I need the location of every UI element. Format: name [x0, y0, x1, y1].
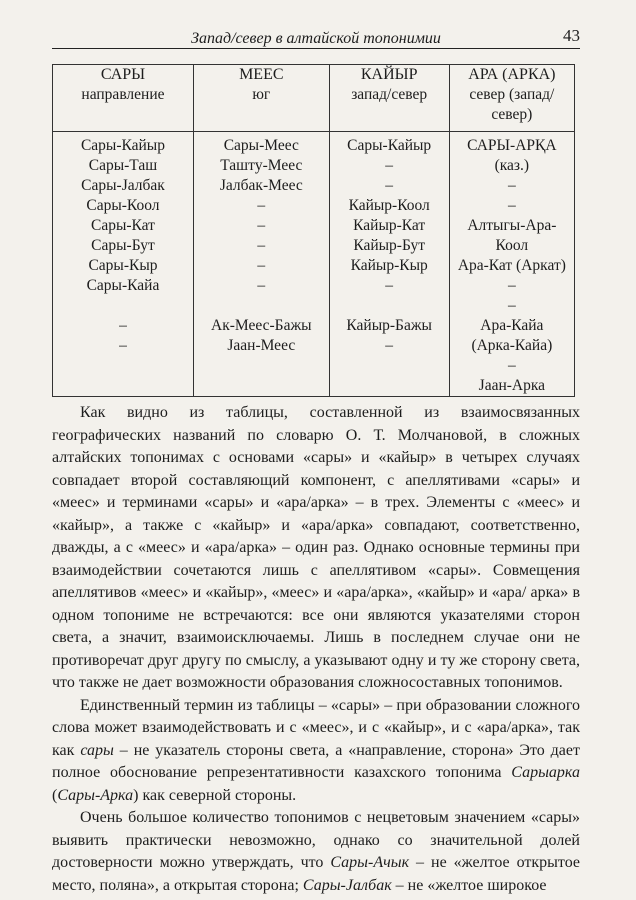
table-cell: САРЫ-АРҚА	[467, 137, 557, 154]
table-cell: Сары-Кайа	[86, 277, 160, 294]
paragraph	[52, 807, 580, 897]
text-run: Как видно из таблицы, составленной из взаимосвязанных географических названий по словарю О. Т. Молчановой, в сложных алтайских топонимах с основами «сары» и «кайыр» в четырех случаях совпадает второй составляющий компонент, с апеллятивами «сары» и «меес» и терминами «сары» и «ара/арка» – в трех. Элементы с «меес» и «кайыр», а также с «кайыр» и «ара/арка» совпадают, соответственно, дважды, а с «меес» и «ара/арка» – один раз. Однако основные термины при взаимодействии сочетаются лишь с апеллятивом «сары». Совмещения апеллятивов «меес» и «кайыр», «меес» и «ара/арка», «кайыр» и «ара/ арка» в одном топониме не встречаются: все они являются указателями сторон света, а значит, взаимоисключаемы. Лишь в последнем случае они не противоречат друг другу по смыслу, а указывают одну и ту же сторону света, что также не дает возможности образования сложносоставных топонимов.	[52, 404, 580, 691]
table-cell: –	[257, 257, 266, 274]
text-run: (	[52, 786, 58, 804]
column-header-mees: МЕЕС юг	[193, 65, 329, 132]
table-cell: Кайыр-Кат	[353, 217, 426, 234]
column-header-sary: САРЫ направление	[53, 65, 194, 132]
table-cell	[57, 296, 189, 316]
running-title: Запад/север в алтайской топонимии	[191, 30, 441, 47]
table-cell	[57, 356, 189, 376]
table-cell: Јаан-Меес	[227, 337, 296, 354]
column-cells-ara	[449, 132, 574, 397]
italic-term: сары	[80, 741, 114, 759]
italic-term: Сары-Ачык	[330, 854, 410, 871]
table-cell: (Арка-Кайа)	[471, 337, 553, 354]
table-cell	[198, 296, 325, 316]
table-cell: Сары-Таш	[88, 157, 158, 174]
text-run: – не «желтое открытое место, поляна», а открытая сторона;	[52, 854, 580, 894]
column-header-kaiyr: КАЙЫР запад/север	[329, 65, 449, 132]
toponym-table	[52, 64, 575, 397]
text-run: – не «желтое широкое	[391, 876, 547, 894]
table-cell: –	[257, 277, 266, 294]
body-text	[52, 402, 580, 897]
running-header	[52, 24, 580, 49]
text-run: ) как северной стороны.	[133, 786, 297, 804]
table-cell	[334, 296, 445, 316]
italic-term: Сарыарка	[511, 764, 580, 781]
table-cell: –	[385, 337, 394, 354]
column-header-ara: АРА (АРКА) север (запад/север)	[449, 65, 574, 132]
italic-term: Сары-Јалбак	[302, 876, 392, 894]
table-cell: Коол	[495, 237, 529, 254]
column-cells-mees	[193, 132, 329, 397]
table-cell: Кайыр-Бажы	[346, 317, 432, 334]
text-run: – не указатель стороны света, а «направление, сторона» Это дает полное обоснование репрезентативности казахского топонима	[52, 741, 580, 781]
table-cell: Кайыр-Кыр	[350, 257, 428, 274]
table-cell: Ара-Кат (Аркат)	[457, 257, 566, 274]
table-cell: Кайыр-Коол	[348, 197, 430, 214]
table-cell: –	[257, 217, 266, 234]
table-cell: Сары-Бут	[91, 237, 155, 254]
table-cell	[334, 356, 445, 376]
table-cell	[198, 356, 325, 376]
table-cell: –	[507, 197, 516, 214]
table-cell: –	[507, 177, 516, 194]
table-cell: –	[257, 197, 266, 214]
column-cells-kaiyr	[329, 132, 449, 397]
table-cell: Ара-Кайа	[480, 317, 544, 334]
table-cell: Сары-Кайыр	[80, 137, 165, 154]
table-cell: Сары-Кайыр	[347, 137, 432, 154]
text-run: Единственный термин из таблицы – «сары» – при образовании сложного слова может взаимодействовать и с «меес», и с «кайыр», и с «ара/арка», так как	[52, 696, 580, 759]
table-header-row	[53, 65, 575, 132]
table-cell: –	[119, 337, 127, 354]
italic-term: Сары-Арка	[57, 786, 134, 804]
paragraph	[52, 402, 580, 695]
table-cell: Таштy-Меес	[220, 157, 303, 174]
table-cell: Кайыр-Бут	[353, 237, 426, 254]
paragraph	[52, 695, 580, 808]
page-number: 43	[563, 26, 580, 45]
table-cell: Сары-Јалбак	[81, 177, 165, 194]
table-cell: Јалбак-Меес	[219, 177, 303, 194]
table-cell: Алтыгы-Ара-	[467, 217, 557, 234]
table-cell: –	[257, 237, 266, 254]
table-cell	[334, 376, 445, 396]
table-cell: –	[507, 277, 516, 294]
table-cell: –	[507, 357, 516, 374]
table-cell	[57, 376, 189, 396]
table-cell: Сары-Меес	[223, 137, 299, 154]
table-cell: Сары-Коол	[86, 197, 160, 214]
column-cells-sary	[53, 132, 194, 397]
table-cell: –	[385, 177, 394, 194]
table-cell: –	[385, 157, 394, 174]
table-cell: –	[119, 317, 127, 334]
table-cell: Сары-Кыр	[88, 257, 158, 274]
table-cell	[198, 376, 325, 396]
table-cell: –	[385, 277, 394, 294]
table-cell: (каз.)	[494, 157, 530, 174]
table-cell: Ак-Меес-Бажы	[211, 317, 312, 334]
text-run: Очень большое количество топонимов с нецветовым значением «сары» выявить практически невозможно, однако со значительной долей достоверности можно утверждать, что	[52, 809, 580, 871]
table-cell: Јаан-Арка	[478, 377, 546, 394]
table-cell: Сары-Кат	[91, 217, 155, 234]
table-body-row	[53, 132, 575, 397]
table-cell: –	[507, 297, 516, 314]
